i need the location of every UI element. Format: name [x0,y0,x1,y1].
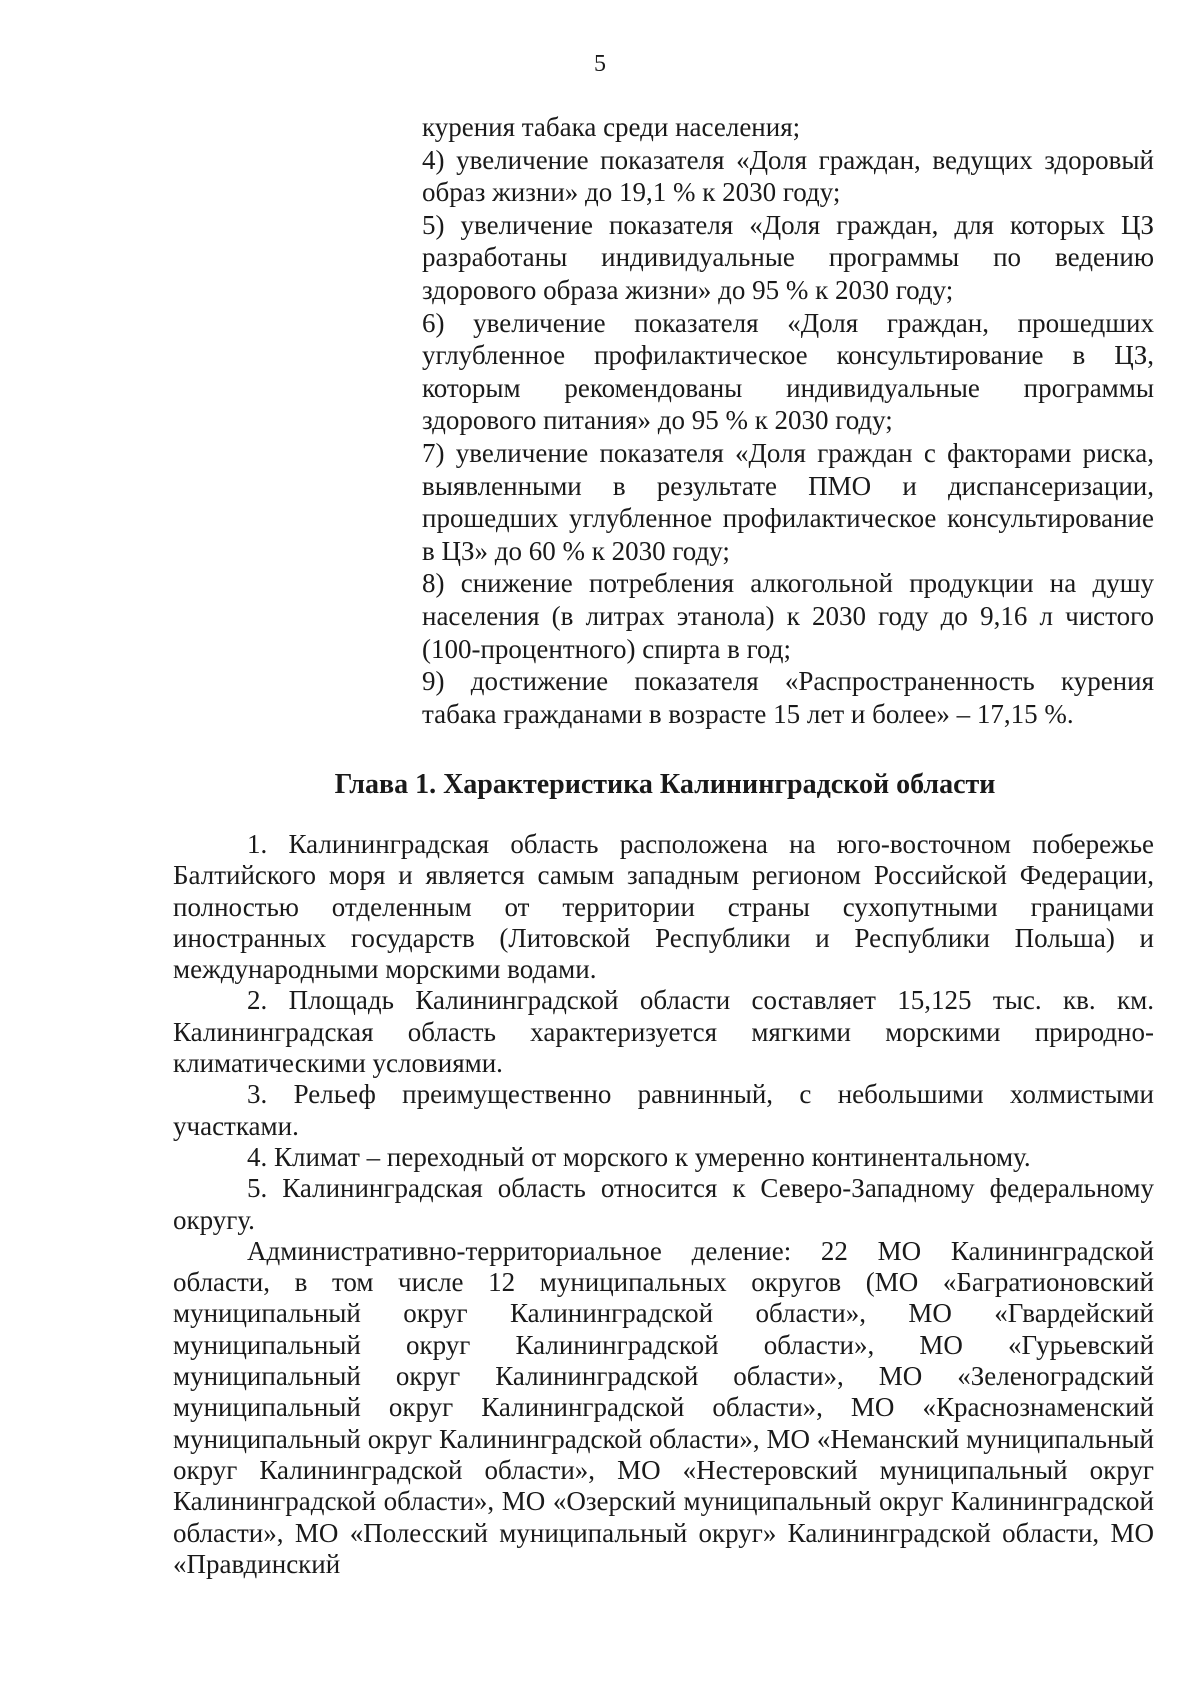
list-item: 5) увеличение показателя «Доля граждан, для которых ЦЗ разработаны индивидуальные программы по ведению здорового образа жизни» до 95 % к 2030 году; [422,209,1154,305]
list-item: 9) достижение показателя «Распространенность курения табака гражданами в возрасте 15 лет и более» – 17,15 %. [422,666,1154,729]
list-item: курения табака среди населения; [422,112,801,142]
list-item: 8) снижение потребления алкогольной продукции на душу населения (в литрах этанола) к 2030 году до 9,16 л чистого (100-процентного) спирта в год; [422,568,1154,664]
paragraph: 1. Калининградская область расположена на юго-восточном побережье Балтийского моря и является самым западным регионом Российской Федерации, полностью отделенным от территории страны сухопутными границами иностранных государств (Литовской Республики и Республики Польша) и международными морскими водами. [173,829,1154,985]
paragraph: Административно-территориальное деление: 22 МО Калининградской области, в том числе 12 муниципальных округов (МО «Багратионовский муниципальный округ Калининградской области», МО «Гвардейский муниципальный округ Калининградской области», МО «Гурьевский муниципальный округ Калининградской области», МО «Зеленоградский муниципальный округ Калининградской области», МО «Краснознаменский муниципальный округ Калининградской области», МО «Неманский муниципальный округ Калининградской области», МО «Нестеровский муниципальный округ Калининградской области», МО «Озерский муниципальный округ Калининградской области», МО «Полесский муниципальный округ» Калининградской области, МО «Правдинский [173,1235,1154,1579]
indicator-list [422,111,1154,730]
paragraph: 2. Площадь Калининградской области составляет 15,125 тыс. кв. км. Калининградская область характеризуется мягкими морскими природно-климатическими условиями. [173,985,1154,1079]
chapter-heading: Глава 1. Характеристика Калининградской области [334,769,996,800]
list-item: 7) увеличение показателя «Доля граждан с факторами риска, выявленными в результате ПМО и диспансеризации, прошедших углубленное профилактическое консультирование в ЦЗ» до 60 % к 2030 году; [422,437,1154,566]
list-item: 6) увеличение показателя «Доля граждан, прошедших углубленное профилактическое консультирование в ЦЗ, которым рекомендованы индивидуальные программы здорового питания» до 95 % к 2030 году; [422,307,1154,436]
paragraph: 5. Калининградская область относится к Северо-Западному федеральному округу. [173,1173,1154,1235]
list-item: 4) увеличение показателя «Доля граждан, ведущих здоровый образ жизни» до 19,1 % к 2030 году; [422,144,1154,208]
paragraph: 3. Рельеф преимущественно равнинный, с небольшими холмистыми участками. [173,1079,1154,1141]
chapter-body [173,829,1154,1580]
page-number: 5 [594,51,606,77]
paragraph: 4. Климат – переходный от морского к умеренно континентальному. [247,1141,1031,1172]
